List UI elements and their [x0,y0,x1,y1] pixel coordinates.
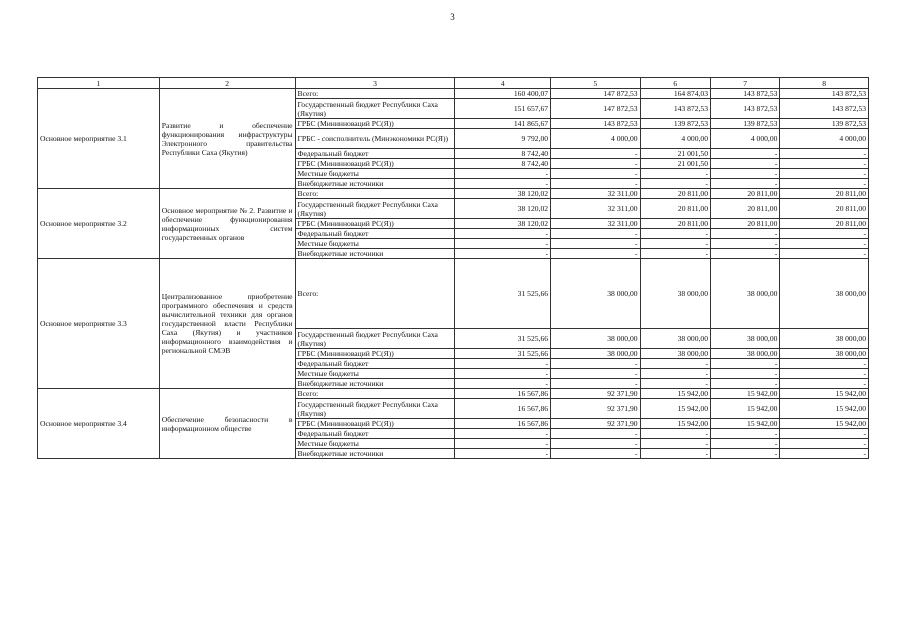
amount-cell: 143 872,53 [711,89,780,99]
amount-cell: - [640,229,710,239]
amount-cell: 15 942,00 [711,389,780,399]
amount-cell: - [455,429,551,439]
amount-cell: 20 811,00 [711,189,780,199]
amount-cell: - [455,449,551,459]
amount-cell: 16 567,86 [455,419,551,429]
funding-source: ГРБС (Мининноваций РС(Я)) [295,119,455,129]
amount-cell: - [551,249,641,259]
amount-cell: - [551,149,641,159]
funding-source: Всего: [295,89,455,99]
funding-source: Внебюджетные источники [295,179,455,189]
amount-cell: 15 942,00 [640,419,710,429]
amount-cell: - [551,369,641,379]
amount-cell: 92 371,90 [551,389,641,399]
amount-cell: - [551,239,641,249]
amount-cell: 16 567,86 [455,389,551,399]
funding-source: Внебюджетные источники [295,449,455,459]
amount-cell: 92 371,90 [551,399,641,419]
amount-cell: 139 872,53 [780,119,869,129]
column-number: 2 [159,78,295,89]
amount-cell: 38 120,02 [455,189,551,199]
amount-cell: - [455,439,551,449]
amount-cell: 38 000,00 [640,349,710,359]
amount-cell: 38 000,00 [780,259,869,329]
amount-cell: - [780,169,869,179]
amount-cell: 4 000,00 [711,129,780,149]
measure-description: Обеспечение безопасности в информационном обществе [159,389,295,459]
amount-cell: 20 811,00 [780,199,869,219]
funding-source: Местные бюджеты [295,369,455,379]
amount-cell: 38 000,00 [640,259,710,329]
budget-table [37,77,869,459]
amount-cell: 31 525,66 [455,349,551,359]
table-body [38,89,869,459]
amount-cell: - [711,369,780,379]
amount-cell: - [711,439,780,449]
amount-cell: 38 000,00 [551,329,641,349]
amount-cell: 38 000,00 [780,349,869,359]
amount-cell: - [455,229,551,239]
amount-cell: 20 811,00 [640,199,710,219]
amount-cell: - [780,379,869,389]
funding-source: Местные бюджеты [295,169,455,179]
amount-cell: - [551,229,641,239]
amount-cell: - [780,429,869,439]
amount-cell: 15 942,00 [711,419,780,429]
amount-cell: - [640,179,710,189]
amount-cell: - [455,369,551,379]
measure-name: Основное мероприятие 3.4 [38,389,160,459]
amount-cell: 38 000,00 [640,329,710,349]
column-number: 4 [455,78,551,89]
amount-cell: 21 001,50 [640,149,710,159]
amount-cell: - [780,449,869,459]
amount-cell: 143 872,53 [780,99,869,119]
amount-cell: 4 000,00 [640,129,710,149]
measure-name: Основное мероприятие 3.3 [38,259,160,389]
amount-cell: - [780,149,869,159]
measure-name: Основное мероприятие 3.1 [38,89,160,189]
funding-source: Всего: [295,189,455,199]
amount-cell: 143 872,53 [640,99,710,119]
amount-cell: 38 000,00 [711,329,780,349]
amount-cell: - [551,439,641,449]
amount-cell: 92 371,90 [551,419,641,429]
amount-cell: - [711,359,780,369]
amount-cell: - [640,379,710,389]
amount-cell: 20 811,00 [780,219,869,229]
amount-cell: - [551,449,641,459]
amount-cell: 32 311,00 [551,189,641,199]
amount-cell: 16 567,86 [455,399,551,419]
amount-cell: 9 792,00 [455,129,551,149]
amount-cell: - [640,439,710,449]
amount-cell: - [711,239,780,249]
amount-cell: 143 872,53 [551,119,641,129]
amount-cell: 139 872,53 [711,119,780,129]
funding-source: Государственный бюджет Республики Саха (Якутия) [295,399,455,419]
amount-cell: - [780,179,869,189]
amount-cell: - [711,179,780,189]
amount-cell: 15 942,00 [640,399,710,419]
funding-source: ГРБС (Мининноваций РС(Я)) [295,419,455,429]
funding-source: Государственный бюджет Республики Саха (Якутия) [295,199,455,219]
table-row [38,89,869,99]
amount-cell: 20 811,00 [640,189,710,199]
amount-cell: 15 942,00 [711,399,780,419]
amount-cell: 15 942,00 [780,389,869,399]
column-number: 5 [551,78,641,89]
amount-cell: 15 942,00 [780,399,869,419]
column-number: 6 [640,78,710,89]
table-row [38,189,869,199]
amount-cell: - [640,169,710,179]
amount-cell: - [780,369,869,379]
amount-cell: 38 120,02 [455,199,551,219]
amount-cell: - [711,149,780,159]
amount-cell: 20 811,00 [711,199,780,219]
amount-cell: 38 000,00 [551,349,641,359]
amount-cell: 31 525,66 [455,259,551,329]
amount-cell: - [455,359,551,369]
amount-cell: - [640,449,710,459]
funding-source: Внебюджетные источники [295,379,455,389]
column-number: 7 [711,78,780,89]
amount-cell: - [780,239,869,249]
amount-cell: - [455,249,551,259]
amount-cell: 38 000,00 [780,329,869,349]
page-number: 3 [450,12,455,22]
funding-source: Всего: [295,389,455,399]
amount-cell: - [711,249,780,259]
measure-description: Развитие и обеспечение функционирования инфраструктуры Электронного правительства Республики Саха (Якутия) [159,89,295,189]
amount-cell: 38 000,00 [711,349,780,359]
amount-cell: 141 865,67 [455,119,551,129]
amount-cell: - [551,179,641,189]
amount-cell: - [711,229,780,239]
amount-cell: 147 872,53 [551,89,641,99]
amount-cell: - [551,359,641,369]
amount-cell: 8 742,40 [455,159,551,169]
table-row [38,259,869,329]
amount-cell: - [455,239,551,249]
amount-cell: - [711,449,780,459]
funding-source: Местные бюджеты [295,439,455,449]
column-number-row [38,78,869,89]
amount-cell: - [640,249,710,259]
funding-source: ГРБС (Мининноваций РС(Я)) [295,219,455,229]
amount-cell: 147 872,53 [551,99,641,119]
amount-cell: - [551,379,641,389]
funding-source: Государственный бюджет Республики Саха (Якутия) [295,99,455,119]
funding-source: Федеральный бюджет [295,359,455,369]
column-number: 1 [38,78,160,89]
funding-source: Всего: [295,259,455,329]
amount-cell: - [780,359,869,369]
amount-cell: - [780,159,869,169]
amount-cell: - [711,429,780,439]
amount-cell: 38 000,00 [551,259,641,329]
amount-cell: 164 874,03 [640,89,710,99]
column-number: 3 [295,78,455,89]
amount-cell: - [640,239,710,249]
funding-source: Государственный бюджет Республики Саха (Якутия) [295,329,455,349]
amount-cell: 38 120,02 [455,219,551,229]
table-row [38,389,869,399]
funding-source: ГРБС (Мининноваций РС(Я)) [295,349,455,359]
funding-source: Федеральный бюджет [295,149,455,159]
amount-cell: 20 811,00 [640,219,710,229]
amount-cell: - [551,169,641,179]
amount-cell: 139 872,53 [640,119,710,129]
amount-cell: - [455,179,551,189]
amount-cell: - [780,229,869,239]
amount-cell: 15 942,00 [640,389,710,399]
column-number: 8 [780,78,869,89]
amount-cell: 21 001,50 [640,159,710,169]
amount-cell: 160 400,07 [455,89,551,99]
amount-cell: 31 525,66 [455,329,551,349]
amount-cell: - [640,359,710,369]
amount-cell: - [780,439,869,449]
amount-cell: - [711,159,780,169]
amount-cell: - [711,169,780,179]
amount-cell: 15 942,00 [780,419,869,429]
amount-cell: 143 872,53 [780,89,869,99]
amount-cell: - [455,379,551,389]
funding-source: ГРБС (Мининноваций РС(Я)) [295,159,455,169]
amount-cell: 143 872,53 [711,99,780,119]
amount-cell: 4 000,00 [780,129,869,149]
amount-cell: - [551,429,641,439]
amount-cell: 32 311,00 [551,199,641,219]
amount-cell: 32 311,00 [551,219,641,229]
amount-cell: 38 000,00 [711,259,780,329]
amount-cell: 20 811,00 [711,219,780,229]
amount-cell: 151 657,67 [455,99,551,119]
amount-cell: 4 000,00 [551,129,641,149]
amount-cell: 8 742,40 [455,149,551,159]
measure-name: Основное мероприятие 3.2 [38,189,160,259]
amount-cell: - [640,429,710,439]
funding-source: Федеральный бюджет [295,229,455,239]
amount-cell: - [640,369,710,379]
amount-cell: 20 811,00 [780,189,869,199]
funding-source: ГРБС - соисполнитель (Минэкономики РС(Я)) [295,129,455,149]
measure-description: Основное мероприятие № 2. Развитие и обеспечение функционирования информационных систем государственных органов [159,189,295,259]
funding-source: Местные бюджеты [295,239,455,249]
amount-cell: - [711,379,780,389]
amount-cell: - [551,159,641,169]
funding-source: Федеральный бюджет [295,429,455,439]
funding-source: Внебюджетные источники [295,249,455,259]
amount-cell: - [780,249,869,259]
amount-cell: - [455,169,551,179]
measure-description: Централизованное приобретение программного обеспечения и средств вычислительной техники для органов государственной власти Республики Саха (Якутия) и участников информационного взаимодействия и региональной СМЭВ [159,259,295,389]
